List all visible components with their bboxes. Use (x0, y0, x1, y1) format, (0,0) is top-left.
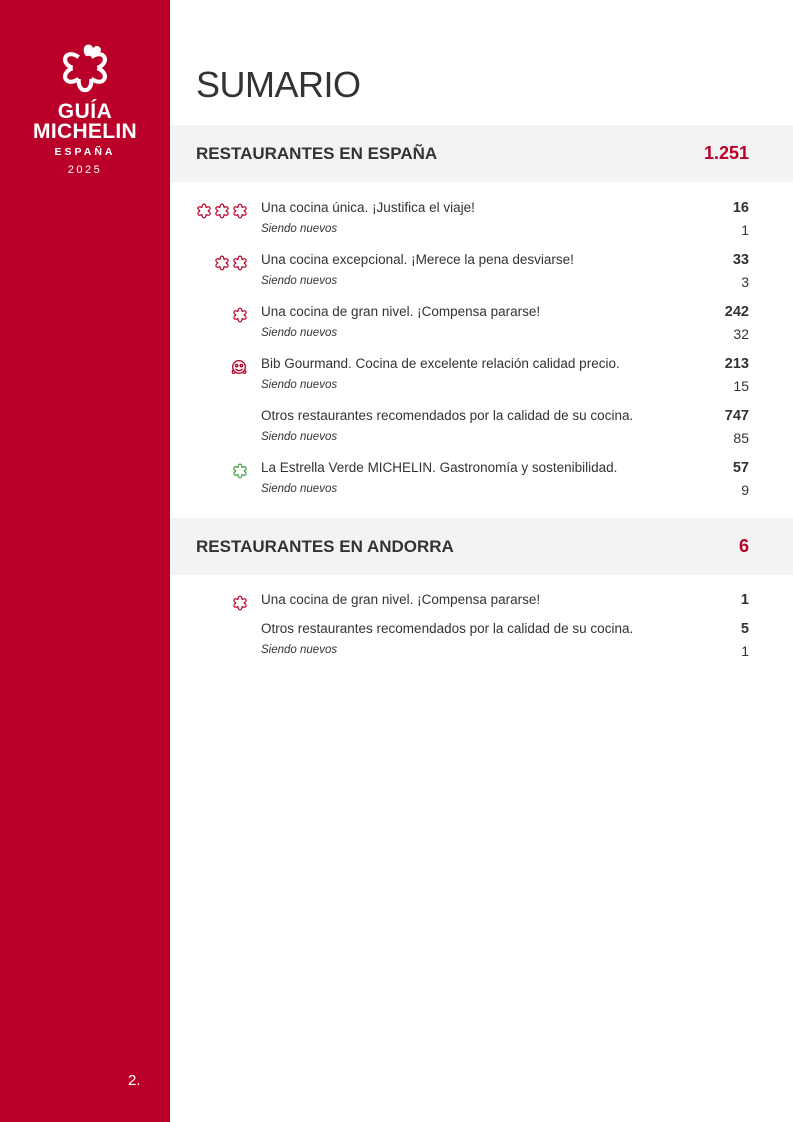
page-number: 2. (128, 1072, 141, 1089)
row-new-count: 15 (733, 378, 749, 394)
row-new-label: Siendo nuevos (261, 379, 338, 391)
summary-row-bib-gourmand (170, 356, 793, 402)
green-star-icon (170, 460, 248, 482)
one-star-icon (170, 304, 248, 326)
summary-row-two-stars (170, 252, 793, 298)
summary-row-green-star (170, 460, 793, 506)
one-star-icon (170, 592, 248, 614)
row-new-count: 1 (741, 643, 749, 659)
section-header-andorra (170, 518, 793, 575)
summary-row-other-restaurants (170, 621, 793, 667)
row-new-label: Siendo nuevos (261, 644, 338, 656)
section-label: RESTAURANTES EN ESPAÑA (196, 144, 438, 163)
row-description: Una cocina de gran nivel. ¡Compensa pararse! (261, 592, 541, 607)
summary-row-one-star (170, 304, 793, 350)
row-count: 747 (724, 408, 749, 424)
row-new-label: Siendo nuevos (261, 275, 338, 287)
row-count: 16 (732, 200, 749, 216)
summary-row-one-star (170, 592, 793, 616)
row-count: 213 (724, 356, 749, 372)
row-description: Bib Gourmand. Cocina de excelente relación calidad precio. (261, 356, 620, 371)
row-count: 57 (732, 460, 749, 476)
sidebar (0, 0, 170, 1122)
two-stars-icon (170, 252, 248, 274)
row-count: 5 (740, 621, 749, 637)
row-new-label: Siendo nuevos (261, 483, 338, 495)
summary-row-three-stars (170, 200, 793, 246)
page-title: SUMARIO (196, 64, 361, 105)
logo-text-country: ESPAÑA (54, 146, 116, 158)
summary-row-other-restaurants (170, 408, 793, 454)
three-stars-icon (170, 200, 248, 222)
row-description: Otros restaurantes recomendados por la calidad de su cocina. (261, 408, 634, 423)
logo-text-michelin: MICHELIN (33, 120, 137, 143)
row-new-count: 1 (741, 222, 749, 238)
logo-text-year: 2025 (67, 164, 103, 176)
section-label: RESTAURANTES EN ANDORRA (196, 537, 454, 556)
michelin-star-logo-icon (59, 42, 111, 94)
row-new-count: 3 (741, 274, 749, 290)
row-count: 242 (724, 304, 749, 320)
bib-gourmand-icon (170, 356, 248, 378)
section-total: 1.251 (703, 143, 749, 163)
row-description: Una cocina única. ¡Justifica el viaje! (261, 200, 475, 215)
row-count: 33 (732, 252, 749, 268)
row-description: Otros restaurantes recomendados por la calidad de su cocina. (261, 621, 634, 636)
row-new-count: 9 (741, 482, 749, 498)
row-new-count: 85 (733, 430, 749, 446)
row-description: Una cocina excepcional. ¡Merece la pena desviarse! (261, 252, 574, 267)
row-new-label: Siendo nuevos (261, 327, 338, 339)
row-new-label: Siendo nuevos (261, 223, 338, 235)
section-total: 6 (738, 536, 749, 556)
row-new-label: Siendo nuevos (261, 431, 338, 443)
row-count: 1 (740, 592, 749, 608)
row-description: Una cocina de gran nivel. ¡Compensa pararse! (261, 304, 541, 319)
row-new-count: 32 (733, 326, 749, 342)
section-header-espana (170, 125, 793, 182)
logo-text-guia: GUÍA (57, 100, 113, 123)
row-description: La Estrella Verde MICHELIN. Gastronomía y sostenibilidad. (261, 460, 618, 475)
